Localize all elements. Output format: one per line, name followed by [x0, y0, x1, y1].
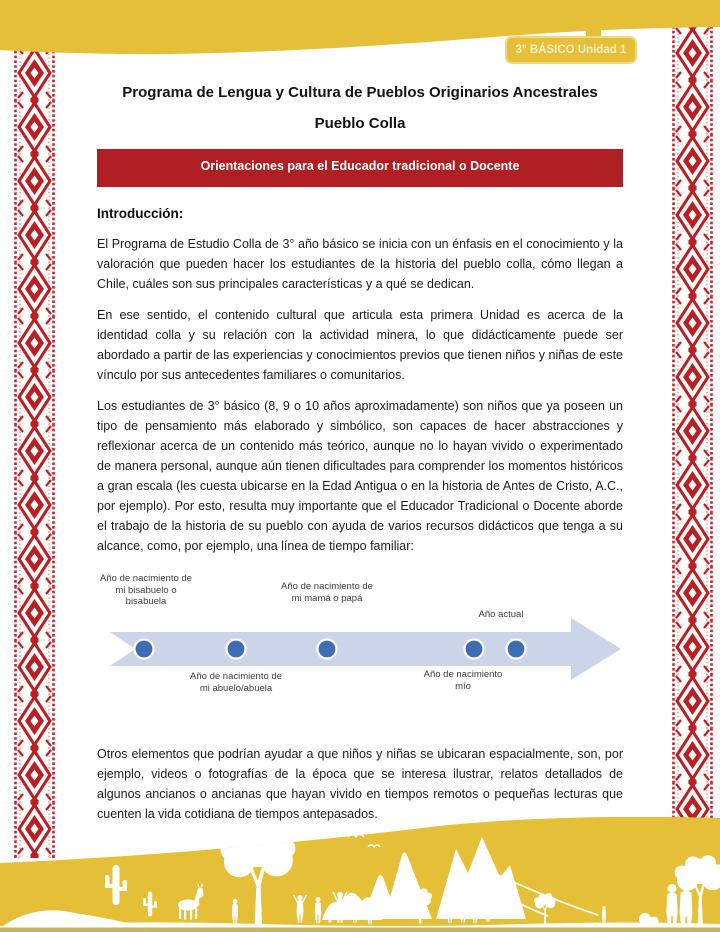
timeline-label-bisabuelo: Año de nacimiento de mi bisabuelo o bisabuela	[100, 573, 192, 607]
bottom-gold-band	[0, 817, 720, 932]
content-column	[97, 84, 623, 835]
intro-paragraph-2: En ese sentido, el contenido cultural que articula esta primera Unidad es acerca de la identidad colla y su relación con la actividad minera, lo que didácticamente puede ser abordado a partir de las experiencias y conocimientos previos que tienen niños y niñas de este vínculo por sus antecedentes familiares o comunitarios.	[97, 308, 623, 382]
section-heading: Introducción:	[97, 206, 184, 221]
timeline-label-mio: Año de nacimiento mío	[423, 669, 503, 692]
timeline-label-mama-papa: Año de nacimiento de mi mamá o papá	[281, 581, 373, 604]
family-timeline-figure	[97, 573, 623, 723]
timeline-label-actual: Año actual	[478, 609, 524, 620]
page-subtitle: Pueblo Colla	[314, 115, 406, 132]
right-textile-border-icon	[671, 26, 714, 876]
orientation-banner	[97, 149, 623, 187]
orientation-banner-label: Orientaciones para el Educador tradicional o Docente	[200, 159, 520, 173]
timeline-label-abuelo: Año de nacimiento de mi abuelo/abuela	[190, 671, 282, 694]
unit-badge: 3° BÁSICO Unidad 1	[505, 36, 637, 64]
page-title: Programa de Lengua y Cultura de Pueblos Originarios Ancestrales	[122, 84, 598, 101]
intro-paragraph-3: Los estudiantes de 3° básico (8, 9 o 10 años aproximadamente) son niños que ya poseen un tipo de pensamiento más elaborado y simbólico, son capaces de hacer abstracciones y reflexionar acerca de un contenido más teórico, aunque no lo hayan vivido o experimentado de manera personal, aunque aún tienen dificultades para comprender los momentos históricos a gran escala (les cuesta ubicarse en la Edad Antigua o en la historia de Antes de Cristo, A.C., por ejemplo). Por esto, resulta muy importante que el Educador Tradicional o Docente aborde el trabajo de la historia de su pueblo con ayuda de varios recursos didácticos que tenga a su alcance, como, por ejemplo, una línea de tiempo familiar:	[97, 399, 623, 553]
bottom-edge-strip	[0, 928, 720, 932]
left-textile-border-icon	[13, 46, 56, 858]
intro-paragraph-1: El Programa de Estudio Colla de 3° año básico se inicia con un énfasis en el conocimiento y la valoración que pueden hacer los estudiantes de la historia del pueblo colla, cómo llegan a Chile, cuáles son sus principales características y a qué se dedican.	[97, 237, 623, 291]
closing-paragraph: Otros elementos que podrían ayudar a que niños y niñas se ubicaran espacialmente, son, por ejemplo, videos o fotografías de la época que se interesa ilustrar, relatos detallados de algunos ancianos o ancianas que hayan vivido en tiempos remotos o pequeñas lecturas que cuenten la vida cotidiana de tiempos antepasados.	[97, 747, 623, 821]
